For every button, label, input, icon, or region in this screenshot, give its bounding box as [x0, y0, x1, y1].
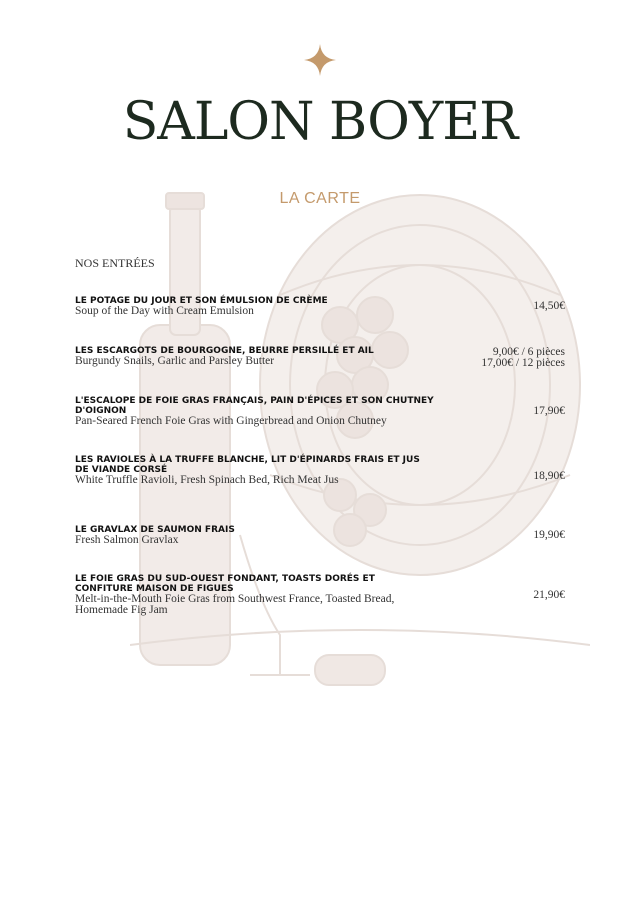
menu-subtitle: LA CARTE	[279, 190, 361, 207]
dish-price-large: 17,00€ / 12 pièces	[481, 357, 565, 369]
dish-name-fr: LE FOIE GRAS DU SUD-OUEST FONDANT, TOASTS DORÉS ET CONFITURE MAISON DE FIGUES	[75, 574, 375, 594]
menu-item	[75, 455, 565, 486]
restaurant-title: SALON BOYER	[122, 92, 518, 152]
dish-price: 17,90€	[533, 405, 565, 417]
dish-name-en: White Truffle Ravioli, Fresh Spinach Bed, Rich Meat Jus	[75, 474, 339, 486]
dish-name-fr: LES ESCARGOTS DE BOURGOGNE, BEURRE PERSILLÉ ET AIL	[75, 346, 374, 356]
menu-item	[75, 574, 565, 616]
four-point-star-icon	[302, 42, 338, 78]
dish-price: 19,90€	[533, 529, 565, 541]
menu-item	[75, 525, 565, 546]
dish-name-fr: LE POTAGE DU JOUR ET SON ÉMULSION DE CRÈME	[75, 296, 328, 306]
dish-name-en: Burgundy Snails, Garlic and Parsley Butter	[75, 355, 275, 367]
dish-price: 18,90€	[533, 470, 565, 482]
menu-item	[75, 396, 565, 427]
dish-name-en: Fresh Salmon Gravlax	[75, 534, 179, 546]
dish-name-en: Melt-in-the-Mouth Foie Gras from Southwest France, Toasted Bread, Homemade Fig Jam	[75, 593, 395, 616]
section-title: NOS ENTRÉES	[75, 256, 155, 270]
barrel-bottle-illustration	[130, 175, 590, 715]
dish-name-fr: LE GRAVLAX DE SAUMON FRAIS	[75, 525, 235, 535]
menu-item	[75, 346, 565, 367]
dish-price: 9,00€ / 6 pièces	[492, 346, 565, 358]
dish-price: 14,50€	[533, 300, 565, 312]
dish-name-fr: LES RAVIOLES À LA TRUFFE BLANCHE, LIT D'ÉPINARDS FRAIS ET JUS DE VIANDE CORSÉ	[75, 455, 420, 475]
dish-name-en: Soup of the Day with Cream Emulsion	[75, 305, 254, 317]
dish-name-en: Pan-Seared French Foie Gras with Gingerbread and Onion Chutney	[75, 415, 387, 427]
menu-item	[75, 296, 565, 317]
dish-price: 21,90€	[533, 589, 565, 601]
dish-name-fr: L'ESCALOPE DE FOIE GRAS FRANÇAIS, PAIN D'ÉPICES ET SON CHUTNEY D'OIGNON	[75, 396, 434, 416]
